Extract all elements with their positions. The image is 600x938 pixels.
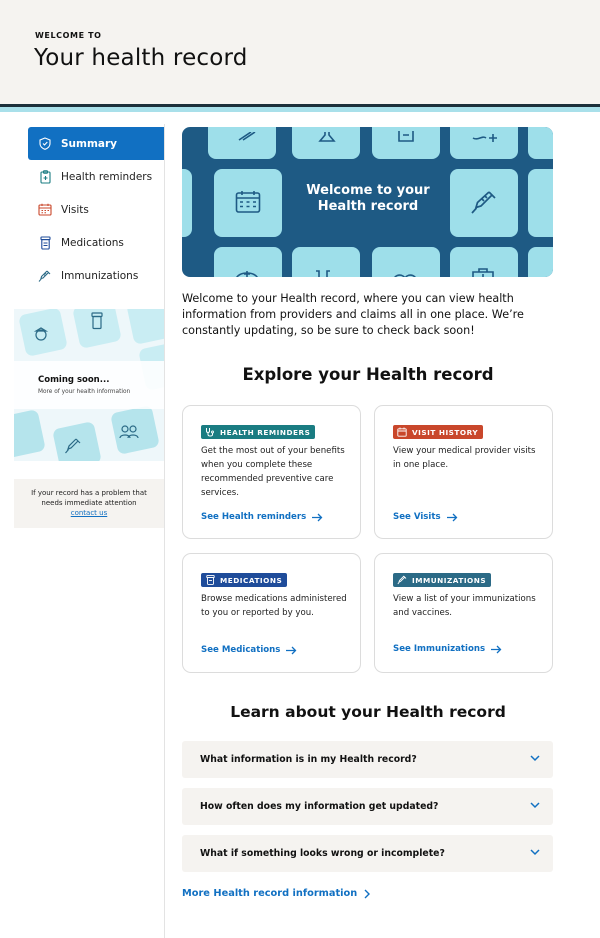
calendar-icon — [397, 427, 407, 437]
faq-question: What if something looks wrong or incomplete? — [200, 848, 445, 859]
see-medications-link[interactable] — [201, 645, 297, 655]
briefcase-icon — [472, 265, 494, 277]
calendar-icon — [235, 190, 261, 218]
badge-label: HEALTH REMINDERS — [220, 427, 311, 437]
card-description: Get the most out of your benefits when you complete these recommended preventive care services. — [201, 446, 345, 498]
cta-label: See Health reminders — [201, 512, 307, 522]
badge-immunizations — [393, 573, 491, 587]
sidebar-item-label: Health reminders — [61, 170, 153, 183]
sidebar-item-label: Visits — [61, 203, 89, 216]
nurse-icon — [32, 325, 50, 347]
bracket-icon — [314, 266, 332, 277]
calendar-icon — [38, 203, 52, 217]
card-immunizations — [374, 553, 553, 673]
stethoscope-icon — [205, 427, 215, 437]
contact-us-link[interactable]: contact us — [70, 509, 108, 517]
faq-item-wrong-info[interactable] — [182, 835, 553, 872]
page-header — [0, 0, 600, 104]
promo-subtitle: More of your health information — [38, 389, 131, 395]
promo-text-backdrop — [14, 361, 164, 409]
syringe-icon — [38, 269, 52, 283]
chevron-down-icon — [530, 755, 540, 762]
flask-icon — [318, 127, 336, 146]
syringe-icon — [64, 437, 82, 459]
help-text: If your record has a problem that needs immediate attention — [31, 489, 147, 507]
sidebar-nav — [28, 127, 164, 292]
nurse-cap-icon — [234, 264, 260, 277]
decorative-tile — [126, 309, 164, 345]
card-medications — [182, 553, 361, 673]
hero-banner — [182, 127, 553, 277]
cta-label: See Medications — [201, 645, 281, 655]
badge-label: IMMUNIZATIONS — [412, 575, 487, 585]
header-accent-band — [0, 107, 600, 112]
badge-label: VISIT HISTORY — [412, 427, 479, 437]
bandage-icon — [472, 127, 498, 146]
sidebar-item-immunizations[interactable] — [28, 259, 164, 292]
arrow-right-icon — [312, 513, 323, 522]
faq-item-information[interactable] — [182, 741, 553, 778]
see-immunizations-link[interactable] — [393, 644, 502, 654]
header-eyebrow: WELCOME TO — [35, 31, 102, 40]
hero-tile — [528, 127, 553, 159]
intro-text: Welcome to your Health record, where you can view health information from providers and claims all in one place. We’re constantly updating, so be sure to check back soon! — [182, 292, 524, 337]
explore-title: Explore your Health record — [242, 365, 494, 384]
hero-tile — [182, 169, 192, 237]
decorative-tile — [14, 409, 46, 459]
page-title: Your health record — [34, 45, 248, 71]
coming-soon-promo — [14, 309, 164, 461]
heart-icon — [392, 267, 418, 277]
promo-title: Coming soon... — [38, 375, 110, 385]
sidebar-item-summary[interactable] — [28, 127, 164, 160]
arrow-right-icon — [491, 645, 502, 654]
hero-tile — [528, 169, 553, 237]
sidebar-item-visits[interactable] — [28, 193, 164, 226]
people-icon — [118, 423, 140, 445]
card-description: View a list of your immunizations and vaccines. — [393, 594, 536, 618]
hero-tile — [528, 247, 553, 277]
see-visits-link[interactable] — [393, 512, 458, 522]
pen-icon — [237, 127, 257, 146]
sidebar-divider — [164, 124, 165, 938]
badge-label: MEDICATIONS — [220, 575, 283, 585]
badge-health-reminders — [201, 425, 315, 439]
faq-question: How often does my information get updated? — [200, 801, 439, 812]
badge-medications — [201, 573, 287, 587]
see-health-reminders-link[interactable] — [201, 512, 323, 522]
faq-question: What information is in my Health record? — [200, 754, 417, 765]
pill-bottle-icon — [90, 312, 104, 334]
card-visit-history — [374, 405, 553, 539]
sidebar-item-label: Medications — [61, 236, 124, 249]
learn-title: Learn about your Health record — [230, 703, 506, 721]
shield-icon — [38, 137, 52, 151]
pill-bottle-icon — [38, 236, 52, 250]
faq-item-updates[interactable] — [182, 788, 553, 825]
clipboard-icon — [38, 170, 52, 184]
hero-title: Welcome to your Health record — [306, 183, 430, 214]
document-icon — [398, 127, 414, 146]
sidebar-item-medications[interactable] — [28, 226, 164, 259]
card-description: Browse medications administered to you or reported by you. — [201, 594, 347, 618]
cta-label: See Visits — [393, 512, 441, 522]
arrow-right-icon — [286, 646, 297, 655]
help-box — [14, 479, 164, 528]
chevron-down-icon — [530, 849, 540, 856]
syringe-icon — [397, 575, 407, 585]
syringe-icon — [470, 189, 498, 221]
sidebar-item-label: Summary — [61, 137, 118, 150]
sidebar-item-label: Immunizations — [61, 269, 139, 282]
more-info-label: More Health record information — [182, 888, 358, 899]
chevron-right-icon — [364, 889, 370, 899]
arrow-right-icon — [447, 513, 458, 522]
pill-bottle-icon — [205, 575, 215, 585]
sidebar-item-health-reminders[interactable] — [28, 160, 164, 193]
card-description: View your medical provider visits in one place. — [393, 446, 536, 470]
chevron-down-icon — [530, 802, 540, 809]
more-info-link[interactable] — [182, 888, 370, 899]
badge-visit-history — [393, 425, 483, 439]
card-health-reminders — [182, 405, 361, 539]
cta-label: See Immunizations — [393, 644, 486, 654]
